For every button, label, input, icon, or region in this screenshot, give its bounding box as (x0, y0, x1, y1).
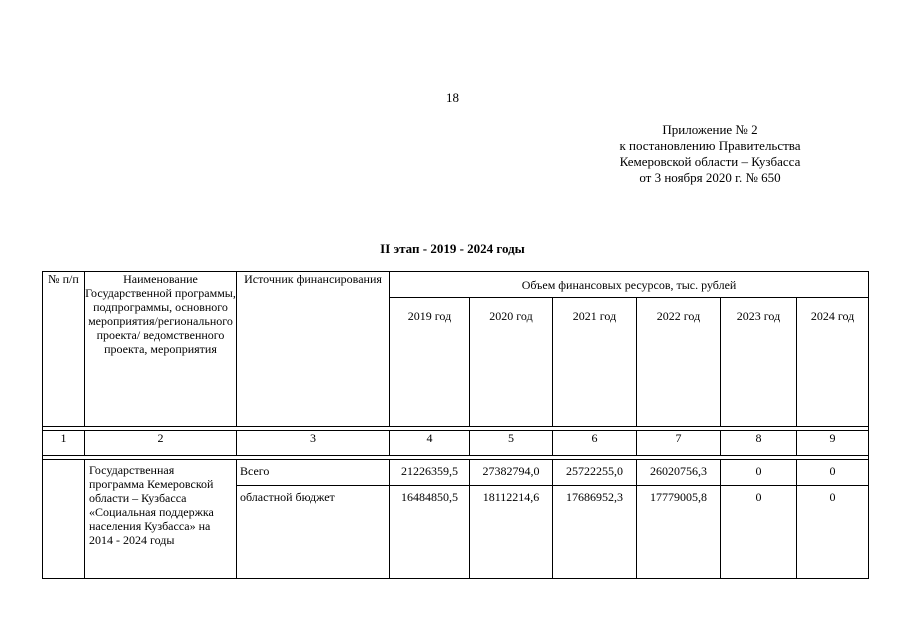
column-number: 3 (237, 431, 390, 456)
source-cell: Всего (237, 460, 390, 486)
header-year: 2023 год (721, 298, 797, 427)
value-cell: 0 (721, 486, 797, 579)
appendix-line: от 3 ноября 2020 г. № 650 (639, 170, 781, 185)
appendix-line: Кемеровской области – Кузбасса (619, 154, 801, 169)
header-num: № п/п (43, 272, 85, 427)
value-cell: 26020756,3 (637, 460, 721, 486)
value-cell: 0 (721, 460, 797, 486)
value-cell: 18112214,6 (470, 486, 553, 579)
header-year: 2021 год (553, 298, 637, 427)
page-number: 18 (446, 90, 459, 105)
appendix-block (600, 122, 820, 186)
appendix-line: к постановлению Правительства (619, 138, 801, 153)
value-cell: 17779005,8 (637, 486, 721, 579)
program-num (43, 460, 85, 579)
value-cell: 21226359,5 (390, 460, 470, 486)
column-number: 8 (721, 431, 797, 456)
header-year: 2020 год (470, 298, 553, 427)
value-cell: 0 (797, 460, 869, 486)
program-name: Государственная программа Кемеровской области – Кузбасса «Социальная поддержка населения Кузбасса» на 2014 - 2024 годы (85, 460, 237, 579)
column-number: 4 (390, 431, 470, 456)
value-cell: 16484850,5 (390, 486, 470, 579)
column-number: 9 (797, 431, 869, 456)
value-cell: 17686952,3 (553, 486, 637, 579)
header-year: 2024 год (797, 298, 869, 427)
header-source: Источник финансирования (237, 272, 390, 427)
table-row (43, 460, 869, 486)
column-number: 6 (553, 431, 637, 456)
appendix-line: Приложение № 2 (662, 122, 758, 137)
column-number: 5 (470, 431, 553, 456)
value-cell: 0 (797, 486, 869, 579)
value-cell: 27382794,0 (470, 460, 553, 486)
financing-table (42, 271, 869, 579)
header-volume: Объем финансовых ресурсов, тыс. рублей (390, 272, 869, 298)
header-name: Наименование Государственной программы, подпрограммы, основного мероприятия/регионального проекта/ ведомственного проекта, мероприятия (85, 272, 237, 427)
column-number: 2 (85, 431, 237, 456)
header-year: 2019 год (390, 298, 470, 427)
column-number: 7 (637, 431, 721, 456)
header-year: 2022 год (637, 298, 721, 427)
column-number: 1 (43, 431, 85, 456)
value-cell: 25722255,0 (553, 460, 637, 486)
source-cell: областной бюджет (237, 486, 390, 579)
document-title: II этап - 2019 - 2024 годы (380, 241, 525, 256)
column-number-row (43, 431, 869, 456)
